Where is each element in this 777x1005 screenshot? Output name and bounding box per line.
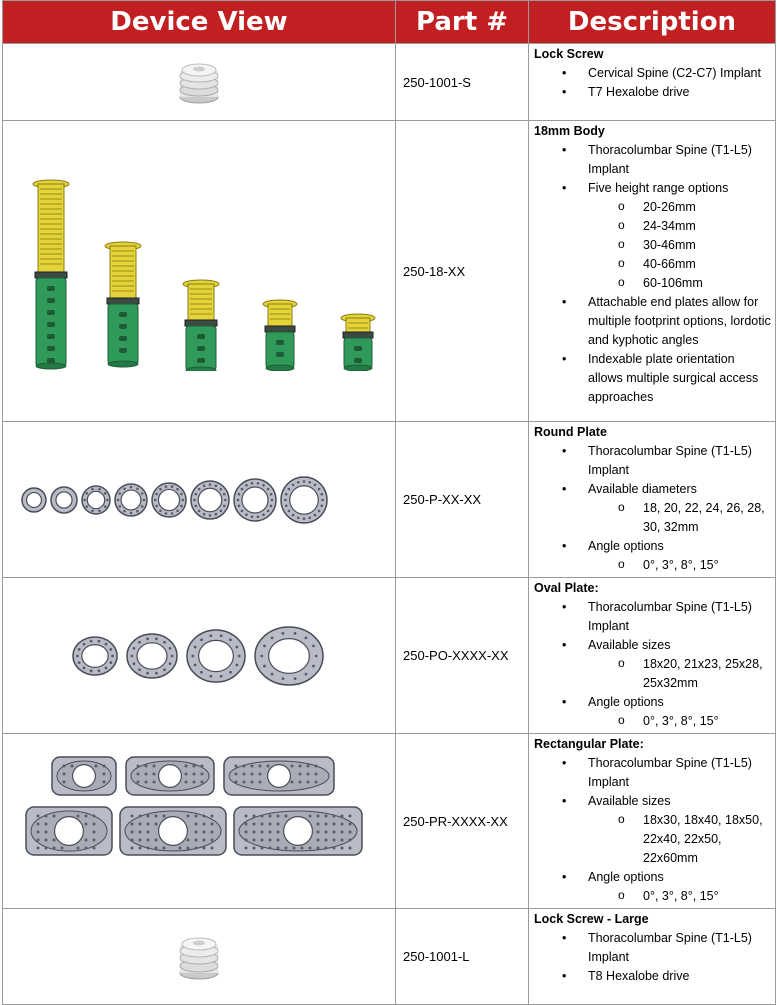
part-number-cell: 250-18-XX bbox=[396, 121, 529, 422]
description-cell bbox=[529, 121, 776, 422]
sub-list-item: o 20-26mm bbox=[643, 198, 771, 217]
rectangular-plate bbox=[52, 757, 116, 795]
round-plate-image bbox=[14, 470, 384, 530]
device-view-cell bbox=[3, 909, 396, 1005]
list-item-text: Five height range options bbox=[588, 181, 729, 195]
table-header-row bbox=[3, 1, 776, 44]
body-implant bbox=[105, 242, 141, 367]
list-item: • Cervical Spine (C2-C7) Implant bbox=[588, 64, 771, 83]
oval-plate bbox=[127, 634, 177, 678]
description-title: 18mm Body bbox=[534, 124, 605, 138]
body-implant bbox=[183, 280, 219, 371]
list-item: • T8 Hexalobe drive bbox=[588, 967, 771, 986]
description-title: Lock Screw bbox=[534, 47, 604, 61]
rectangular-plate bbox=[126, 757, 214, 795]
oval-plate-image bbox=[69, 623, 329, 689]
body-implant bbox=[33, 180, 69, 369]
list-item-text: Available sizes bbox=[588, 794, 671, 808]
description-title: Rectangular Plate: bbox=[534, 737, 644, 751]
list-item bbox=[588, 792, 771, 868]
description-title: Oval Plate: bbox=[534, 581, 599, 595]
sub-list-item: o 30-46mm bbox=[643, 236, 771, 255]
oval-plate bbox=[255, 627, 323, 685]
list-item: • Thoracolumbar Spine (T1-L5) Implant bbox=[588, 929, 771, 967]
description-cell bbox=[529, 578, 776, 734]
part-number-cell: 250-1001-L bbox=[396, 909, 529, 1005]
list-item: • Thoracolumbar Spine (T1-L5) Implant bbox=[588, 598, 771, 636]
list-item-text: Available sizes bbox=[588, 638, 671, 652]
body-implant bbox=[341, 314, 375, 371]
list-item bbox=[588, 636, 771, 693]
part-number-cell: 250-P-XX-XX bbox=[396, 422, 529, 578]
sub-list-item: o 18x30, 18x40, 18x50, 22x40, 22x50, 22x60mm bbox=[643, 811, 771, 868]
expandable-body-image bbox=[14, 171, 384, 371]
sub-list-item: o 0°, 3°, 8°, 15° bbox=[643, 887, 771, 906]
sub-list-item: o 18x20, 21x23, 25x28, 25x32mm bbox=[643, 655, 771, 693]
description-title: Round Plate bbox=[534, 425, 607, 439]
round-plate bbox=[152, 483, 186, 517]
table-row bbox=[3, 909, 776, 1005]
round-plate bbox=[22, 488, 46, 512]
table-row bbox=[3, 44, 776, 121]
round-plate bbox=[191, 481, 229, 519]
round-plate bbox=[51, 487, 77, 513]
list-item: • Indexable plate orientation allows multiple surgical access approaches bbox=[588, 350, 771, 407]
sub-list-item: o 60-106mm bbox=[643, 274, 771, 293]
lock-screw-image bbox=[174, 59, 224, 105]
oval-plate bbox=[73, 637, 117, 675]
rectangular-plate bbox=[224, 757, 334, 795]
rectangular-plate bbox=[26, 807, 112, 855]
list-item-text: Angle options bbox=[588, 695, 664, 709]
list-item: • Thoracolumbar Spine (T1-L5) Implant bbox=[588, 754, 771, 792]
device-view-cell bbox=[3, 578, 396, 734]
lock-screw-large-image bbox=[174, 933, 224, 981]
oval-plate bbox=[187, 630, 245, 682]
list-item: • T7 Hexalobe drive bbox=[588, 83, 771, 102]
description-cell bbox=[529, 44, 776, 121]
sub-list-item: o 18, 20, 22, 24, 26, 28, 30, 32mm bbox=[643, 499, 771, 537]
device-view-cell bbox=[3, 121, 396, 422]
list-item-text: Available diameters bbox=[588, 482, 697, 496]
body-implant bbox=[263, 300, 297, 371]
round-plate bbox=[281, 477, 327, 523]
part-number-cell: 250-PO-XXXX-XX bbox=[396, 578, 529, 734]
list-item bbox=[588, 537, 771, 575]
round-plate bbox=[115, 484, 147, 516]
sub-list-item: o 0°, 3°, 8°, 15° bbox=[643, 556, 771, 575]
part-number-cell: 250-PR-XXXX-XX bbox=[396, 734, 529, 909]
description-cell bbox=[529, 734, 776, 909]
part-number-cell: 250-1001-S bbox=[396, 44, 529, 121]
description-cell bbox=[529, 422, 776, 578]
list-item: • Attachable end plates allow for multiple footprint options, lordotic and kyphotic angles bbox=[588, 293, 771, 350]
device-table bbox=[2, 0, 776, 1005]
list-item: • Thoracolumbar Spine (T1-L5) Implant bbox=[588, 442, 771, 480]
sub-list-item: o 24-34mm bbox=[643, 217, 771, 236]
rectangular-plate bbox=[120, 807, 226, 855]
device-view-cell bbox=[3, 44, 396, 121]
header-device-view: Device View bbox=[3, 1, 396, 44]
rectangular-plate bbox=[234, 807, 362, 855]
device-table-sheet bbox=[2, 0, 775, 1005]
list-item bbox=[588, 179, 771, 293]
sub-list-item: o 40-66mm bbox=[643, 255, 771, 274]
table-row bbox=[3, 734, 776, 909]
table-row bbox=[3, 578, 776, 734]
rectangular-plate-image bbox=[24, 751, 374, 891]
header-description: Description bbox=[529, 1, 776, 44]
sub-list-item: o 0°, 3°, 8°, 15° bbox=[643, 712, 771, 731]
device-view-cell bbox=[3, 734, 396, 909]
list-item: • Thoracolumbar Spine (T1-L5) Implant bbox=[588, 141, 771, 179]
round-plate bbox=[234, 479, 276, 521]
round-plate bbox=[82, 486, 110, 514]
description-title: Lock Screw - Large bbox=[534, 912, 649, 926]
device-view-cell bbox=[3, 422, 396, 578]
list-item bbox=[588, 868, 771, 906]
description-cell bbox=[529, 909, 776, 1005]
table-row bbox=[3, 121, 776, 422]
list-item-text: Angle options bbox=[588, 539, 664, 553]
list-item bbox=[588, 693, 771, 731]
list-item bbox=[588, 480, 771, 537]
header-part-number: Part # bbox=[396, 1, 529, 44]
table-row bbox=[3, 422, 776, 578]
list-item-text: Angle options bbox=[588, 870, 664, 884]
